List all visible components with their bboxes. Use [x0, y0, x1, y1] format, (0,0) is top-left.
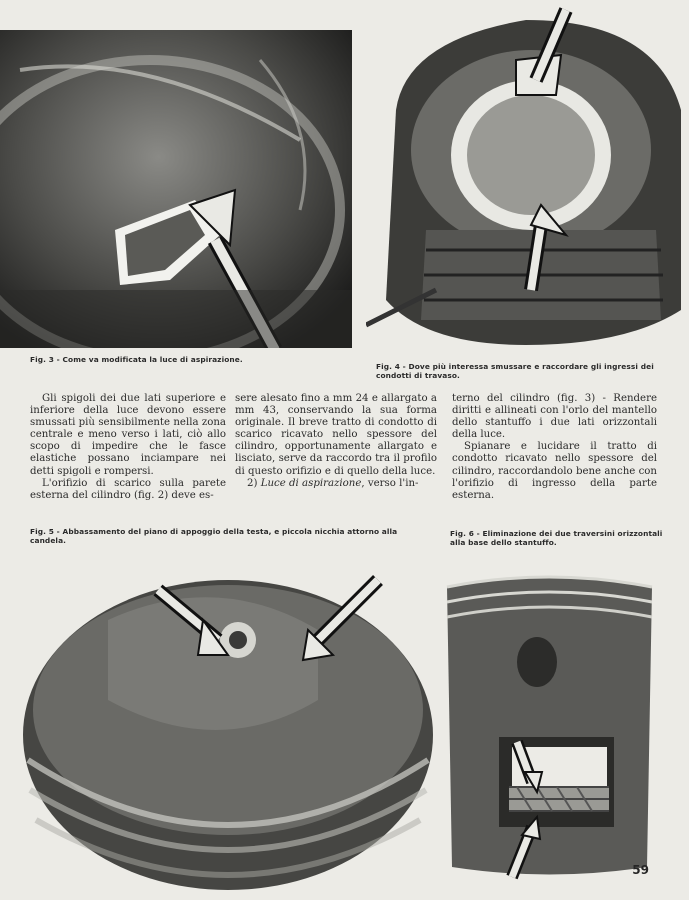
figure-3-caption: Fig. 3 - Come va modificata la luce di aspirazione. — [30, 355, 243, 364]
figure-3-photo — [0, 30, 352, 348]
figure-6-photo — [437, 567, 662, 882]
text-column-2 — [235, 393, 437, 490]
figure-6-caption: Fig. 6 - Eliminazione dei due traversini orizzontali alla base dello stantuffo. — [450, 529, 663, 547]
page-number: 59 — [632, 863, 649, 877]
paragraph-lead: 2) — [247, 477, 261, 489]
text-column-1 — [30, 393, 226, 502]
paragraph: L'orifizio di scarico sulla parete esterna del cilindro (fig. 2) deve es- — [30, 477, 226, 501]
figure-4-photo — [366, 0, 689, 350]
figure-5-caption: Fig. 5 - Abbassamento del piano di appoggio della testa, e piccola nicchia attorno alla candela. — [30, 527, 398, 545]
emphasis: Luce di aspirazione — [260, 477, 362, 489]
paragraph: Gli spigoli dei due lati superiore e inferiore della luce devono essere smussati più sensibilmente nella zona centrale e meno verso i lati, ciò allo scopo di impedire che le fasce elastiche possano inciampare nei detti spigoli e rompersi. — [30, 393, 226, 477]
paragraph — [235, 478, 437, 490]
paragraph: Spianare e lucidare il tratto di condotto ricavato nello spessore del cilindro, raccordandolo bene anche con l'orifizio di ingresso della parte esterna. — [452, 441, 657, 501]
paragraph-rest: , verso l'in- — [361, 477, 419, 489]
figure-4-caption: Fig. 4 - Dove più interessa smussare e raccordare gli ingressi dei condotti di travaso. — [376, 362, 654, 380]
text-column-3 — [452, 393, 657, 502]
figure-5-photo — [18, 560, 438, 900]
paragraph: terno del cilindro (fig. 3) - Rendere diritti e allineati con l'orlo del mantello dello stantuffo i due lati orizzontali della luce. — [452, 393, 657, 441]
paragraph: sere alesato fino a mm 24 e allargato a mm 43, conservando la sua forma originale. Il breve tratto di condotto di scarico ricavato nello spessore del cilindro, opportunamente allargato e lisciato, serve da raccordo tra il profilo di questo orifizio e di quello della luce. — [235, 393, 437, 477]
